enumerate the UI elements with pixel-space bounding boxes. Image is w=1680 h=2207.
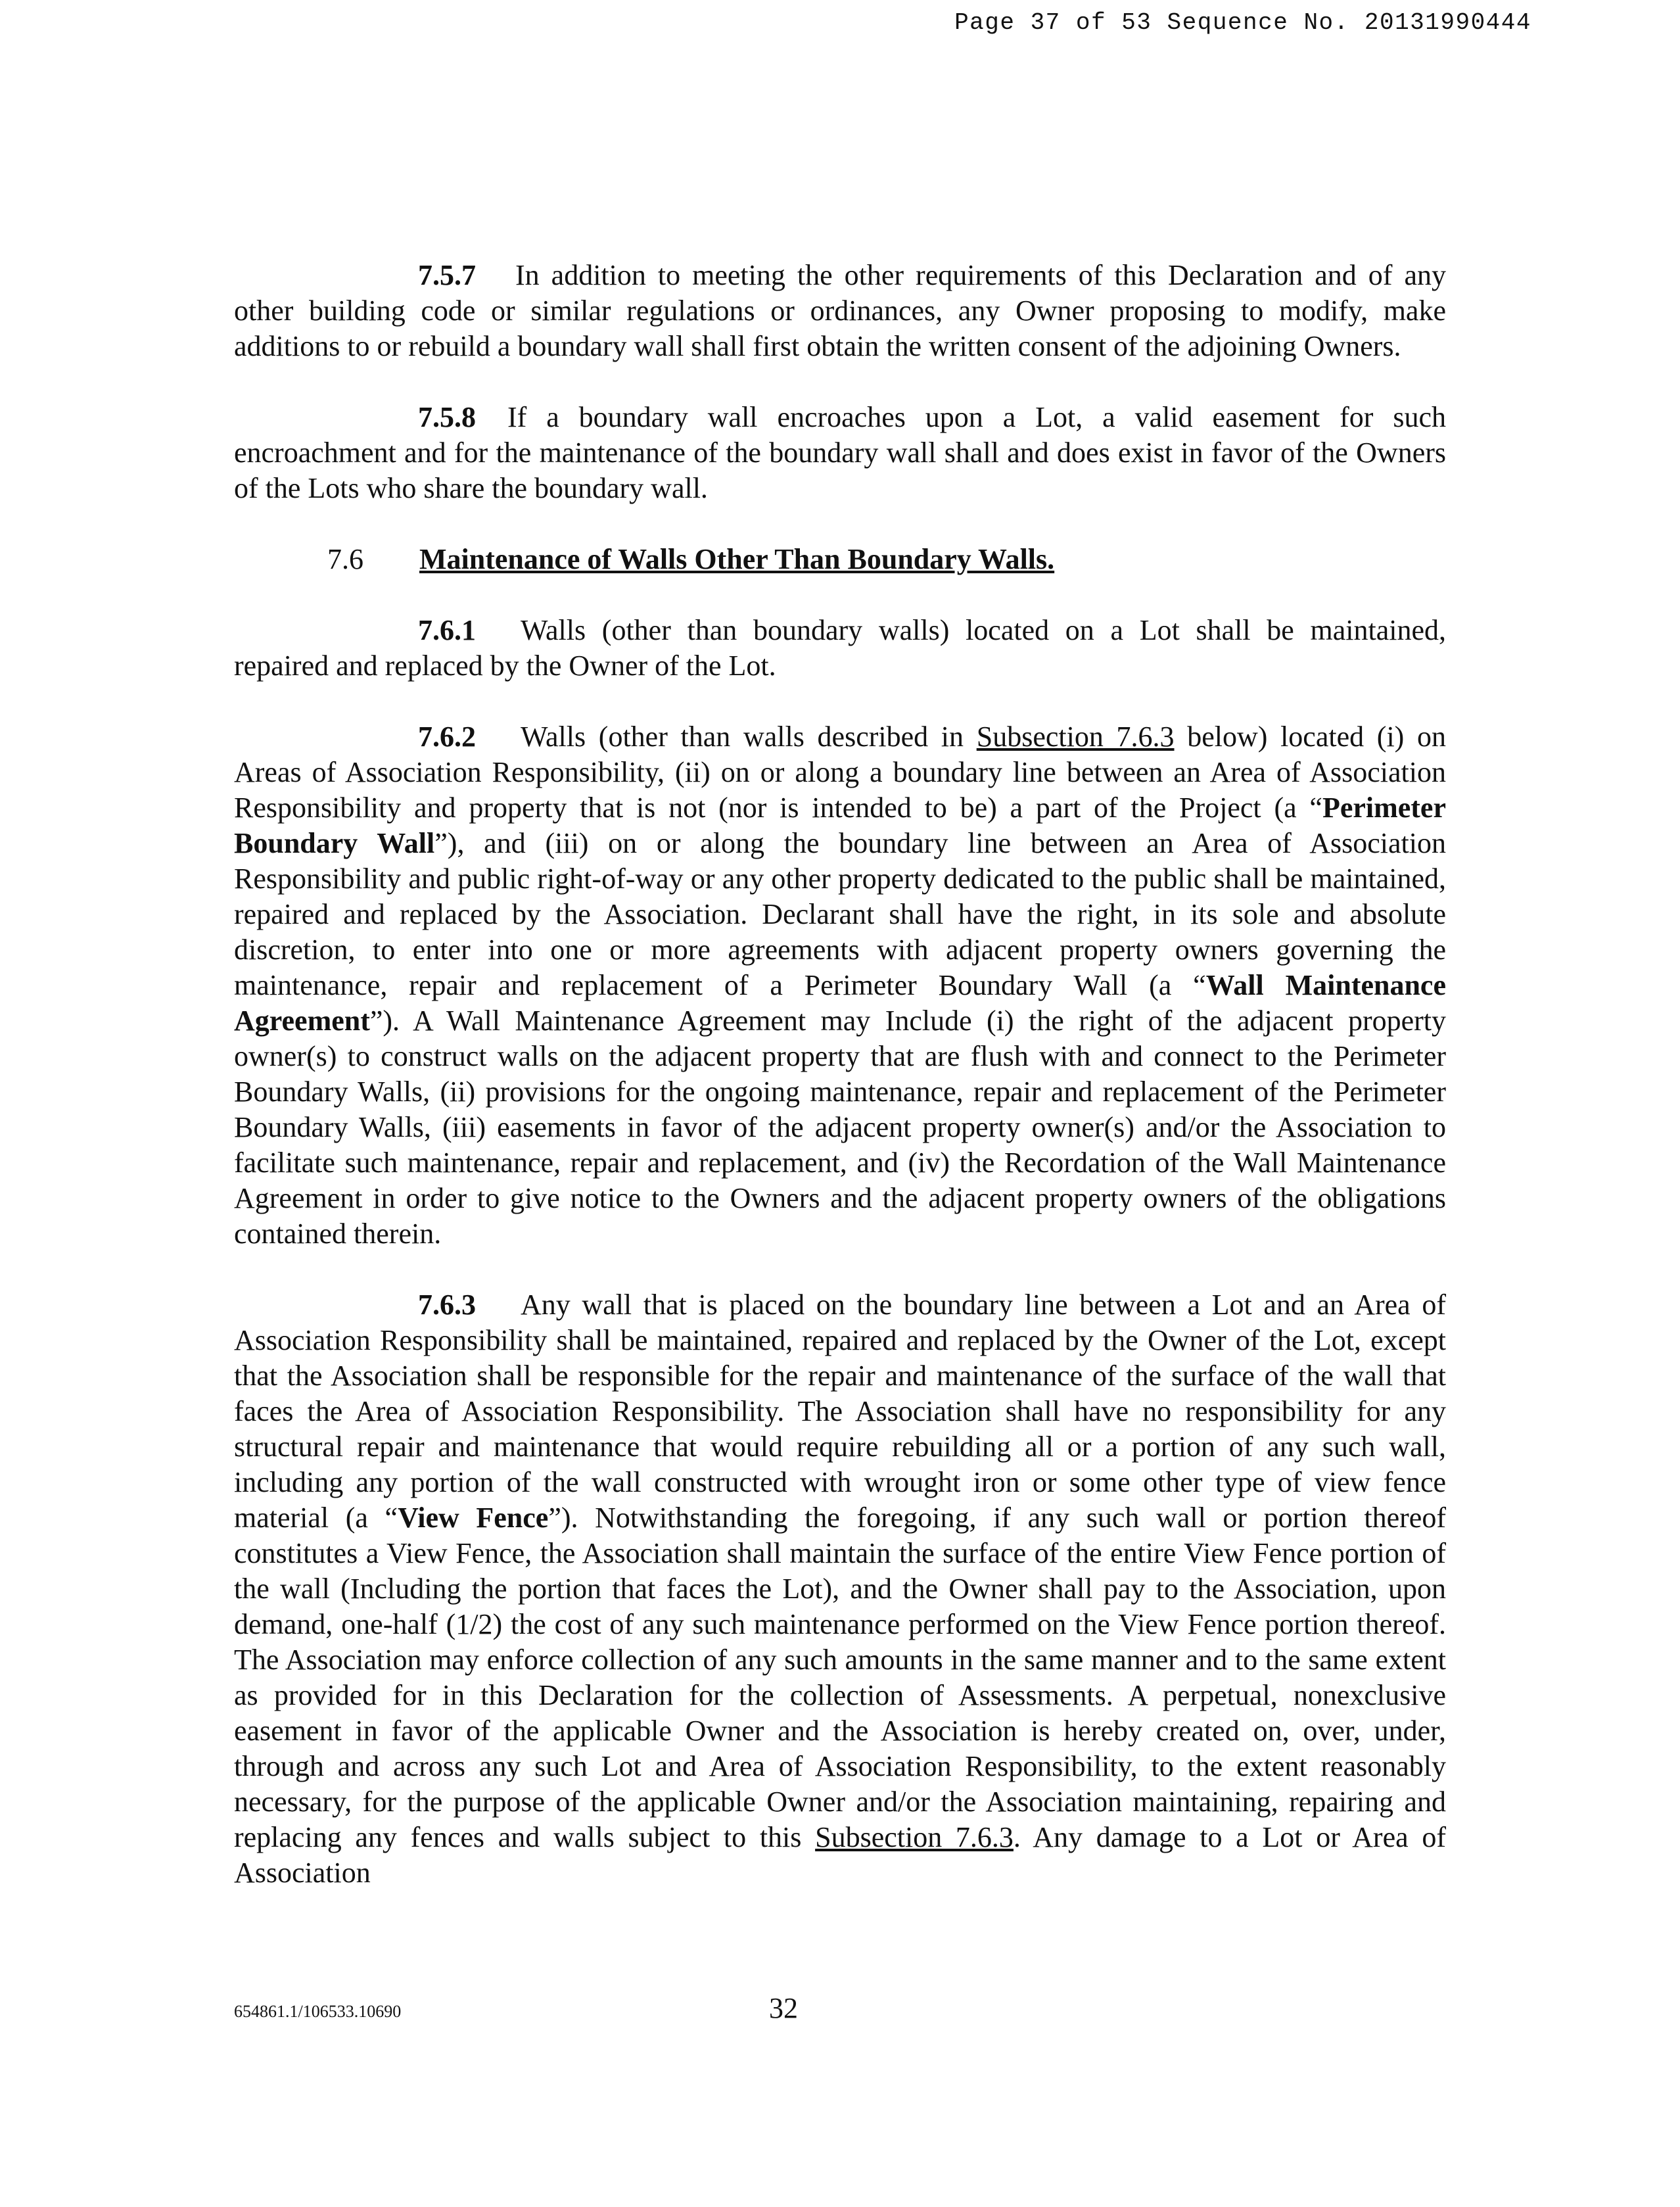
paragraph-text: If a boundary wall encroaches upon a Lot, a valid easement for such encroachment and for the maintenance of the boundary wall shall and does exist in favor of the Owners of the Lots who share the boundary wall. (234, 401, 1446, 504)
section-title: Maintenance of Walls Other Than Boundary Walls. (419, 543, 1055, 575)
paragraph-7-6-1 (234, 613, 1446, 684)
paragraph-7-5-8 (234, 400, 1446, 506)
defined-term: View Fence (398, 1502, 549, 1534)
document-body (234, 258, 1446, 1926)
defined-term: Wall Maintenance Agreement (234, 969, 1446, 1037)
section-number: 7.6.1 (418, 614, 476, 646)
subsection-reference: Subsection 7.6.3 (976, 721, 1175, 753)
paragraph-text: Walls (other than walls described in (521, 721, 977, 753)
defined-term: Perimeter Boundary Wall (234, 792, 1446, 859)
section-number: 7.6.3 (418, 1289, 476, 1321)
paragraph-7-5-7 (234, 258, 1446, 364)
paragraph-text: Walls (other than boundary walls) located on a Lot shall be maintained, repaired and replaced by the Owner of the Lot. (234, 614, 1446, 682)
paragraph-text: below) located (i) on Areas of Association Responsibility, (ii) on or along a boundary line between an Area of Association Responsibility and property that is not (nor is intended to be) a part of the Project (a “ (234, 721, 1447, 824)
section-number: 7.5.7 (418, 259, 476, 291)
paragraph-7-6-2 (234, 719, 1446, 1252)
section-number: 7.6 (327, 543, 363, 575)
subsection-reference: Subsection 7.6.3 (815, 1821, 1014, 1853)
section-number: 7.5.8 (418, 401, 476, 433)
section-number: 7.6.2 (418, 721, 476, 753)
section-heading-7-6 (234, 542, 1446, 577)
paragraph-text: . Any damage to a Lot or Area of Association (234, 1821, 1446, 1889)
paragraph-text: ”). Notwithstanding the foregoing, if any such wall or portion thereof constitutes a View Fence, the Association shall maintain the surface of the entire View Fence portion of the wall (Including the portion that faces the Lot), and the Owner shall pay to the Association, upon demand, one-half (1/2) the cost of any such maintenance performed on the View Fence portion thereof. The Association may enforce collection of any such amounts in the same manner and to the same extent as provided for in this Declaration for the collection of Assessments. A perpetual, nonexclusive easement in favor of the applicable Owner and the Association is hereby created on, over, under, through and across any such Lot and Area of Association Responsibility, to the extent reasonably necessary, for the purpose of the applicable Owner and/or the Association maintaining, repairing and replacing any fences and walls subject to this (234, 1502, 1446, 1853)
document-id: 654861.1/106533.10690 (234, 2002, 402, 2021)
sequence-header: Page 37 of 53 Sequence No. 20131990444 (954, 9, 1531, 36)
paragraph-text: ”). A Wall Maintenance Agreement may Include (i) the right of the adjacent property owner(s) to construct walls on the adjacent property that are flush with and connect to the Perimeter Boundary Walls, (ii) provisions for the ongoing maintenance, repair and replacement of the Perimeter Boundary Walls, (iii) easements in favor of the adjacent property owner(s) and/or the Association to facilitate such maintenance, repair and replacement, and (iv) the Recordation of the Wall Maintenance Agreement in order to give notice to the Owners and the adjacent property owners of the obligations contained therein. (234, 1005, 1446, 1250)
page-number: 32 (769, 1992, 798, 2024)
paragraph-text: In addition to meeting the other requirements of this Declaration and of any other building code or similar regulations or ordinances, any Owner proposing to modify, make additions to or rebuild a boundary wall shall first obtain the written consent of the adjoining Owners. (234, 259, 1446, 362)
paragraph-text: ”), and (iii) on or along the boundary line between an Area of Association Responsibility and public right-of-way or any other property dedicated to the public shall be maintained, repaired and replaced by the Association. Declarant shall have the right, in its sole and absolute discretion, to enter into one or more agreements with adjacent property owners governing the maintenance, repair and replacement of a Perimeter Boundary Wall (a “ (234, 827, 1447, 1001)
paragraph-7-6-3 (234, 1287, 1446, 1891)
paragraph-text: Any wall that is placed on the boundary line between a Lot and an Area of Association Responsibility shall be maintained, repaired and replaced by the Owner of the Lot, except that the Association shall be responsible for the repair and maintenance of the surface of the wall that faces the Area of Association Responsibility. The Association shall have no responsibility for any structural repair and maintenance that would require rebuilding all or a portion of any such wall, including any portion of the wall constructed with wrought iron or some other type of view fence material (a “ (234, 1289, 1446, 1534)
